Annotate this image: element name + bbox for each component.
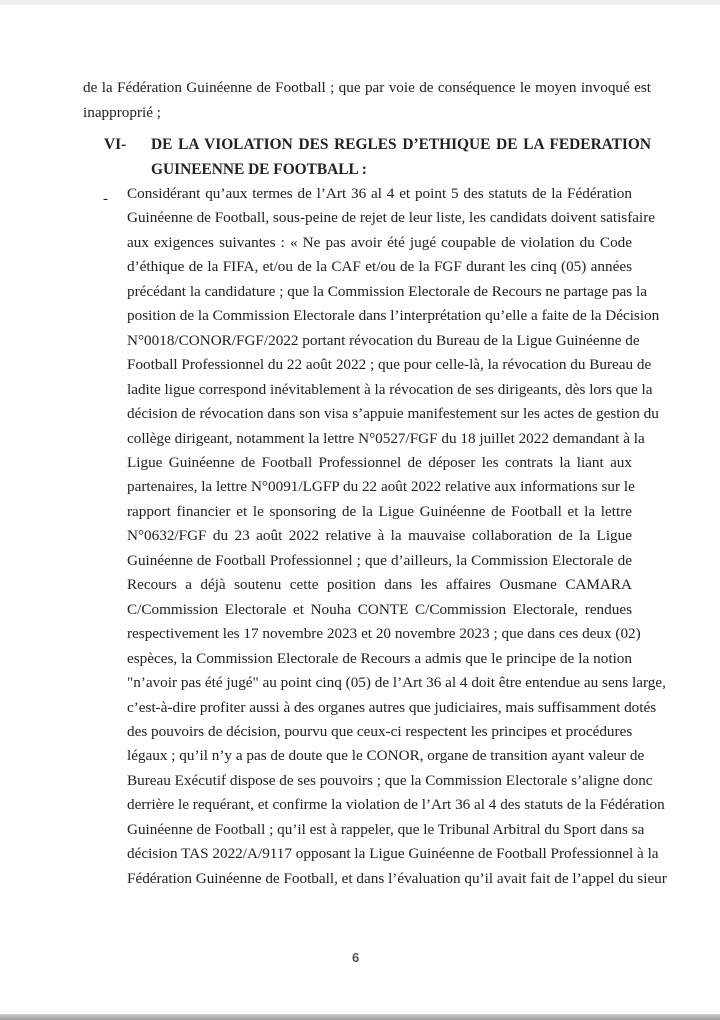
text-line: N°0632/FGF du 23 août 2022 relative à la mauvaise collaboration de la Ligue	[127, 527, 632, 545]
section-number: VI-	[104, 136, 127, 153]
scan-bottom-edge	[0, 1014, 720, 1020]
text-line: légaux ; qu’il n’y a pas de doute que le CONOR, organe de transition ayant valeur de	[127, 747, 645, 765]
continued-paragraph	[83, 76, 651, 125]
text-line: de la Fédération Guinéenne de Football ; que par voie de conséquence le moyen invoqué est	[83, 79, 651, 96]
text-line: décision TAS 2022/A/9117 opposant la Ligue Guinéenne de Football Professionnel à la	[127, 845, 659, 863]
text-line: espèces, la Commission Electorale de Recours a admis que le principe de la notion	[127, 649, 632, 667]
text-line: aux exigences suivantes : « Ne pas avoir été jugé coupable de violation du Code	[127, 233, 632, 251]
text-line: "n’avoir pas été jugé" au point cinq (05) de l’Art 36 al 4 doit être entendue au sens large,	[127, 674, 666, 692]
text-line: Recours a déjà soutenu cette position dans les affaires Ousmane CAMARA	[127, 576, 632, 594]
text-line: Bureau Exécutif dispose de ses pouvoirs ; que la Commission Electorale s’aligne donc	[127, 771, 653, 789]
page-number: 6	[352, 950, 360, 965]
text-line: rapport financier et le sponsoring de la Ligue Guinéenne de Football et la lettre	[127, 502, 632, 520]
text-line: ladite ligue correspond inévitablement à la révocation de ses dirigeants, dès lors que la	[127, 380, 653, 398]
text-line: respectivement les 17 novembre 2023 et 20 novembre 2023 ; que dans ces deux (02)	[127, 625, 641, 643]
text-line: inapproprié ;	[83, 103, 162, 121]
bullet-marker: -	[103, 191, 108, 207]
text-line: Guinéenne de Football ; qu’il est à rappeler, que le Tribunal Arbitral du Sport dans sa	[127, 820, 645, 838]
text-line: C/Commission Electorale et Nouha CONTE C/Commission Electorale, rendues	[127, 600, 632, 618]
text-line: d’éthique de la FIFA, et/ou de la CAF et/ou de la FGF durant les cinq (05) années	[127, 258, 632, 276]
text-line: partenaires, la lettre N°0091/LGFP du 22 août 2022 relative aux informations sur le	[127, 478, 635, 496]
text-line: Fédération Guinéenne de Football, et dans l’évaluation qu’il avait fait de l’appel du sieur	[127, 869, 667, 887]
section-title-line: GUINEENNE DE FOOTBALL :	[151, 160, 367, 178]
text-line: Football Professionnel du 22 août 2022 ; que pour celle-là, la révocation du Bureau de	[127, 356, 652, 374]
text-line: Guinéenne de Football, sous-peine de rejet de leur liste, les candidats doivent satisfaire	[127, 209, 656, 227]
text-line: position de la Commission Electorale dans l’interprétation qu’elle a faite de la Décision	[127, 307, 660, 325]
text-line: Ligue Guinéenne de Football Professionnel de déposer les contrats la liant aux	[127, 453, 632, 471]
body-paragraph	[127, 182, 667, 891]
text-line: collège dirigeant, notamment la lettre N°0527/FGF du 18 juillet 2022 demandant à la	[127, 429, 645, 447]
text-line: c’est-à-dire profiter aussi à des organes autres que judiciaires, mais suffisamment dotés	[127, 698, 657, 716]
text-line: Considérant qu’aux termes de l’Art 36 al 4 et point 5 des statuts de la Fédération	[127, 185, 632, 202]
section-title	[151, 133, 651, 182]
text-line: N°0018/CONOR/FGF/2022 portant révocation du Bureau de la Ligue Guinéenne de	[127, 331, 640, 349]
text-line: Guinéenne de Football Professionnel ; que d’ailleurs, la Commission Electorale de	[127, 551, 632, 569]
section-title-line: DE LA VIOLATION DES REGLES D’ETHIQUE DE LA FEDERATION	[151, 136, 651, 153]
text-line: derrière le requérant, et confirme la violation de l’Art 36 al 4 des statuts de la Fédération	[127, 796, 665, 814]
text-line: précédant la candidature ; que la Commission Electorale de Recours ne partage pas la	[127, 282, 647, 300]
text-line: des pouvoirs de décision, pourvu que ceux-ci respectent les principes et procédures	[127, 722, 633, 740]
text-line: décision de révocation dans son visa s’appuie manifestement sur les actes de gestion du	[127, 405, 659, 423]
